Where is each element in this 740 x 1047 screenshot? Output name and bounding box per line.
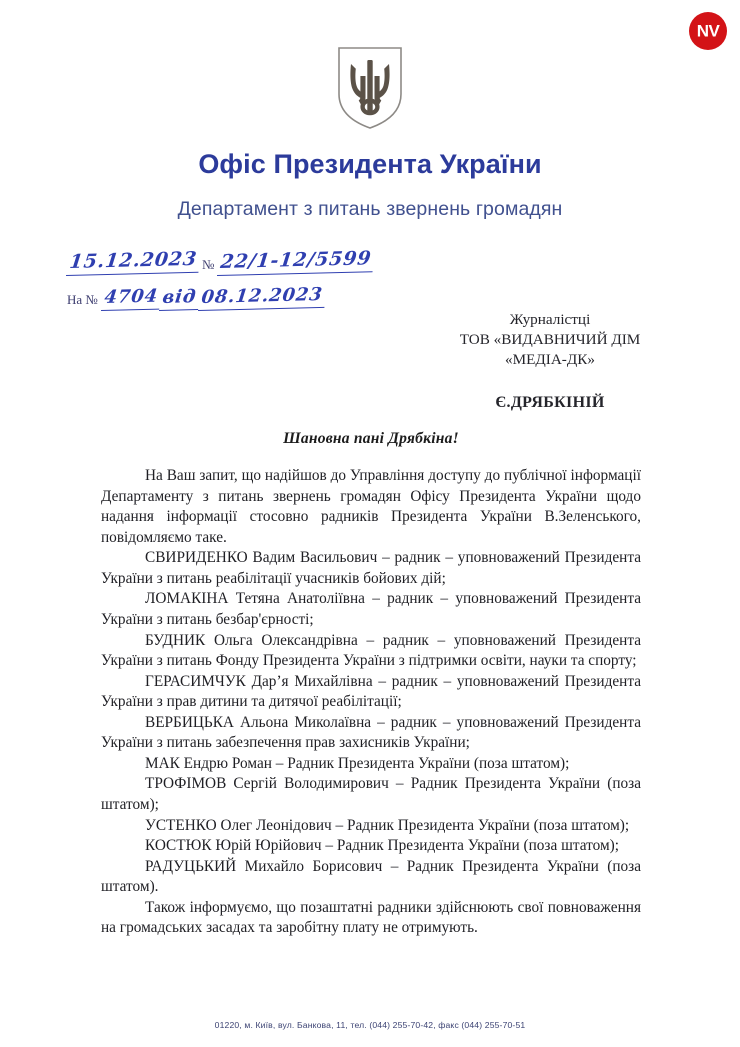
- advisor-entry: МАК Ендрю Роман – Радник Президента України (поза штатом);: [145, 754, 570, 772]
- advisor-entry: ТРОФІМОВ Сергій Володимирович – Радник Президента України (поза штатом);: [101, 775, 641, 813]
- registration-date-handwritten: 15.12.2023: [66, 249, 201, 276]
- letter-closing-paragraph: Також інформуємо, що позаштатні радники здійснюють свої повноваження на громадських засадах та заробітну плату не отримують.: [101, 898, 641, 937]
- reply-date-handwritten: 08.12.2023: [198, 285, 327, 311]
- advisor-entry: ВЕРБИЦЬКА Альона Миколаївна – радник – уповноважений Президента України з питань забезпечення прав захисників України;: [101, 713, 641, 752]
- letter-greeting: Шановна пані Дрябкіна!: [283, 430, 459, 447]
- addressee-recipient-name: Є.ДРЯБКІНІЙ: [495, 394, 605, 412]
- registration-number-label: №: [202, 256, 215, 272]
- addressee-company-line-2: «МЕДІА-ДК»: [505, 351, 595, 369]
- nv-logo-text: NV: [696, 21, 720, 40]
- reply-number-handwritten: 4704: [101, 286, 162, 310]
- advisor-list: [101, 548, 641, 898]
- registration-number-handwritten: 22/1-12/5599: [217, 248, 376, 276]
- department-title: Департамент з питань звернень громадян: [177, 197, 563, 220]
- reply-reference-label: На №: [67, 291, 98, 307]
- letter-intro-paragraph: На Ваш запит, що надійшов до Управління доступу до публічної інформації Департаменту з питань звернень громадян Офісу Президента України щодо надання інформації стосовно радників Президента України В.Зеленського, повідомляємо таке.: [101, 467, 641, 546]
- footer-address: 01220, м. Київ, вул. Банкова, 11, тел. (044) 255-70-42, факс (044) 255-70-51: [214, 1020, 526, 1030]
- advisor-entry: УСТЕНКО Олег Леонідович – Радник Президента України (поза штатом);: [145, 816, 630, 834]
- coat-of-arms-emblem: [0, 46, 740, 130]
- advisor-entry: ГЕРАСИМЧУК Дар’я Михайлівна – радник – уповноважений Президента України з прав дитини та дитячої реабілітації;: [101, 672, 641, 711]
- letter-body: [101, 430, 641, 939]
- letterhead: [0, 150, 740, 220]
- organization-title: Офіс Президента України: [198, 149, 542, 179]
- addressee-company-line-1: ТОВ «ВИДАВНИЧИЙ ДІМ: [459, 331, 641, 349]
- advisor-entry: СВИРИДЕНКО Вадим Васильович – радник – уповноважений Президента України з питань реабілітації учасників бойових дій;: [101, 549, 641, 587]
- registration-block: [66, 247, 386, 311]
- advisor-entry: КОСТЮК Юрій Юрійович – Радник Президента України (поза штатом);: [145, 837, 619, 855]
- addressee-role: Журналістці: [509, 311, 591, 328]
- advisor-entry: РАДУЦЬКИЙ Михайло Борисович – Радник Президента України (поза штатом).: [101, 857, 641, 896]
- nv-logo-watermark: [689, 12, 727, 50]
- ukrainian-trident-icon: [337, 46, 403, 130]
- advisor-entry: ЛОМАКІНА Тетяна Анатоліївна – радник – уповноважений Президента України з питань безбар'єрності;: [101, 590, 641, 628]
- registration-outgoing-line: [66, 247, 386, 276]
- advisor-entry: БУДНИК Ольга Олександрівна – радник – уповноважений Президента України з питань Фонду Президента України з підтримки освіти, науки та спорту;: [101, 631, 641, 670]
- reply-from-handwritten: від: [159, 287, 200, 311]
- registration-incoming-line: [66, 283, 386, 311]
- addressee-block: [400, 310, 700, 413]
